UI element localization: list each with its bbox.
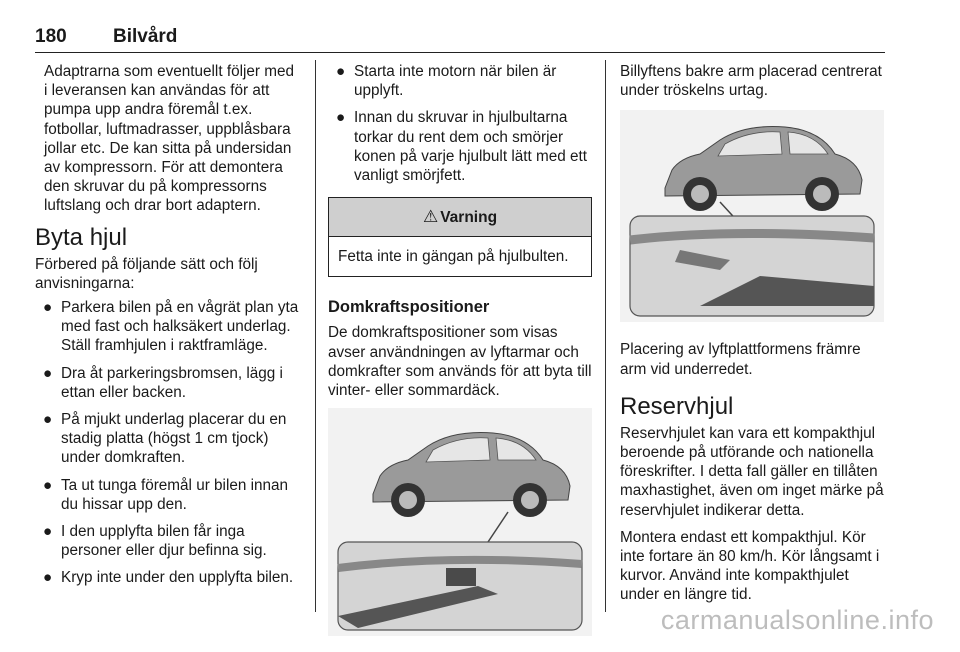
- bullet-icon: ●: [43, 299, 53, 317]
- warning-title: Varning: [440, 209, 498, 227]
- domkraft-paragraph: De domkraftspositioner som visas avser användningen av lyftarmar och domkrafter som används för att byta till vinter- eller sommardäck.: [328, 324, 592, 400]
- column-divider: [315, 60, 316, 612]
- column-3: [620, 62, 886, 613]
- list-item-text: På mjukt underlag placerar du en stadig platta (högst 1 cm tjock) under domkraften.: [61, 411, 287, 467]
- car-icon: [665, 127, 862, 211]
- heading-reservhjul: Reservhjul: [620, 392, 734, 420]
- list-item-text: I den upplyfta bilen får inga personer eller djur befinna sig.: [61, 523, 267, 560]
- warning-box: [328, 197, 592, 277]
- list-item-text: Kryp inte under den upplyfta bilen.: [61, 569, 294, 587]
- figure-caption: Placering av lyftplattformens främre arm vid underredet.: [620, 341, 861, 378]
- reservhjul-paragraph-1: Reservhjulet kan vara ett kompakthjul beroende på utförande och nationella föreskrifter. I detta fall gäller en tillåten maxhastighet, även om inget märke på reservhjulet indikerar detta.: [620, 424, 884, 519]
- list-item-text: Starta inte motorn när bilen är upplyft.: [354, 63, 557, 100]
- bullet-icon: ●: [43, 476, 53, 494]
- column-divider: [605, 60, 606, 612]
- page-number: 180: [35, 26, 67, 47]
- intro-paragraph: Adaptrarna som eventuellt följer med i leveransen kan användas för att pumpa upp andra föremål t.ex. fotbollar, luftmadrasser, uppblåsbara jollar etc. De kan sitta på undersidan av kompressorn. För att demontera den skruvar du på kompressorns luftslang och drar bort adaptern.: [44, 63, 294, 215]
- column-1: [35, 62, 301, 596]
- rear-arm-paragraph: Billyftens bakre arm placerad centrerat under tröskelns urtag.: [620, 63, 882, 100]
- list-item-text: Parkera bilen på en vågrät plan yta med fast och halksäkert underlag. Ställ framhjulen i raktframläge.: [61, 299, 299, 355]
- column-2: [328, 62, 592, 652]
- list-item: [35, 522, 301, 560]
- bullet-icon: ●: [43, 411, 53, 429]
- bullet-icon: ●: [336, 109, 346, 127]
- bullet-icon: ●: [43, 569, 53, 587]
- list-item: [35, 476, 301, 514]
- heading-byta-hjul: Byta hjul: [35, 223, 128, 251]
- warning-text: Fetta inte in gängan på hjulbulten.: [338, 248, 569, 266]
- list-item: [35, 410, 301, 468]
- front-lift-arm-illustration: [620, 110, 884, 322]
- warning-header: [329, 198, 591, 237]
- bullet-icon: ●: [43, 364, 53, 382]
- list-item: [35, 568, 301, 587]
- list-item: [35, 364, 301, 402]
- list-item-text: Innan du skruvar in hjulbultarna torkar du rent dem och smörjer konen på varje hjulbult lätt med ett vanligt smörjfett.: [354, 109, 587, 185]
- car-icon: [373, 433, 570, 517]
- bullet-list: [328, 62, 592, 185]
- warning-triangle-icon: ⚠: [422, 207, 439, 227]
- list-item: [35, 298, 301, 356]
- list-item-text: Dra åt parkeringsbromsen, lägg i ettan eller backen.: [61, 364, 283, 401]
- bullet-list: [35, 298, 301, 588]
- list-item-text: Ta ut tunga föremål ur bilen innan du hissar upp den.: [61, 476, 289, 513]
- bullet-icon: ●: [336, 63, 346, 80]
- heading-domkraftspositioner: Domkraftspositioner: [328, 298, 490, 317]
- rear-lift-arm-illustration: [328, 408, 592, 636]
- bullet-icon: ●: [43, 523, 53, 541]
- section-title: Bilvård: [113, 26, 178, 47]
- watermark: carmanualsonline.info: [660, 605, 934, 635]
- reservhjul-paragraph-2: Montera endast ett kompakthjul. Kör inte fortare än 80 km/h. Kör långsamt i kurvor. Använd inte kompakthjulet under en längre tid.: [620, 528, 880, 604]
- list-item: [328, 108, 592, 185]
- list-item: [328, 62, 592, 100]
- page-header: [35, 24, 885, 53]
- lead-paragraph: Förbered på följande sätt och följ anvisningarna:: [35, 255, 258, 292]
